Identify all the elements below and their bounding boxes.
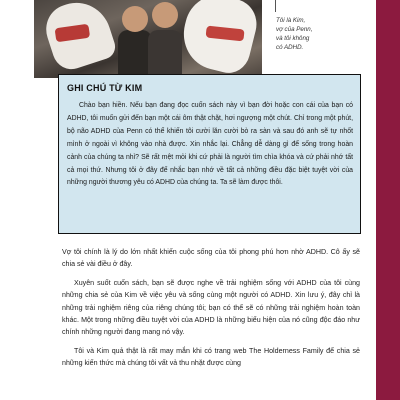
- caption-leader-line: [275, 0, 276, 12]
- page-edge-band: [376, 0, 400, 400]
- person-figure: [148, 30, 182, 78]
- body-paragraph: Tôi và Kim quả thật là rất may mắn khi có trang web The Holderness Family để chia sẻ những kiến thức mà chúng tôi vất vả thu nhặt được cùng: [62, 346, 360, 368]
- callout-body: [67, 100, 353, 190]
- person-head: [122, 6, 148, 32]
- caption-line: và tôi không: [276, 35, 310, 42]
- carousel-horse-left: [40, 0, 119, 74]
- main-text: [62, 246, 360, 376]
- caption-line: vợ của Penn,: [276, 26, 313, 33]
- callout-title: GHI CHÚ TỪ KIM: [67, 83, 143, 93]
- person-figure: [118, 30, 152, 78]
- carousel-horse-right: [176, 0, 262, 77]
- note-from-kim-box: [58, 74, 361, 234]
- caption-line: có ADHD.: [276, 44, 304, 51]
- body-paragraph: Xuyên suốt cuốn sách, bạn sẽ được nghe về trải nghiệm sống với ADHD của tôi cùng những chia sẻ của Kim về việc yêu và sống cùng một người có ADHD. Xin lưu ý, đây chỉ là những trải nghiệm riêng của riêng chúng tôi; bạn có thể sẽ có những trải nghiệm hoàn toàn khác. Một trong những điều tuyệt vời của ADHD là những biểu hiện của nó cũng độc đáo như chính những người đang mang nó vậy.: [62, 278, 360, 337]
- photo-caption: [276, 16, 356, 52]
- body-paragraph: Vợ tôi chính là lý do lớn nhất khiến cuộc sống của tôi phong phú hơn nhờ ADHD. Cô ấy sẽ chia sẻ vài điều ở đây.: [62, 248, 360, 269]
- person-head: [152, 2, 178, 28]
- caption-line: Tôi là Kim,: [276, 17, 306, 24]
- callout-paragraph: Chào bạn hiền. Nếu bạn đang đọc cuốn sách này vì bạn đời hoặc con cái của bạn có ADHD, tôi muốn gửi đến bạn một cái ôm thật chặt, hơi ngượng một chút. Chỉ trong một phút, bộ não ADHD của Penn có thể khiến tôi cười lăn cười bò ra sàn và sau đó anh sẽ tự nhốt mình ở ngoài vì không vào nhà được. Xin nhắc lại. Chẳng dễ dàng gì để sống trong hoàn cảnh của chúng ta nhỉ? Sẽ rất mệt mỏi khi cứ phải là người tìm chìa khóa và cứ phải nhớ tất cả mọi thứ. Nhưng tôi ở đây để nhắc bạn nhớ về tất cả những điều đặc biệt tuyệt vời của những người thương yêu có ADHD của chúng ta. Ta sẽ làm được thôi.: [67, 102, 353, 187]
- couple-photo: [34, 0, 262, 78]
